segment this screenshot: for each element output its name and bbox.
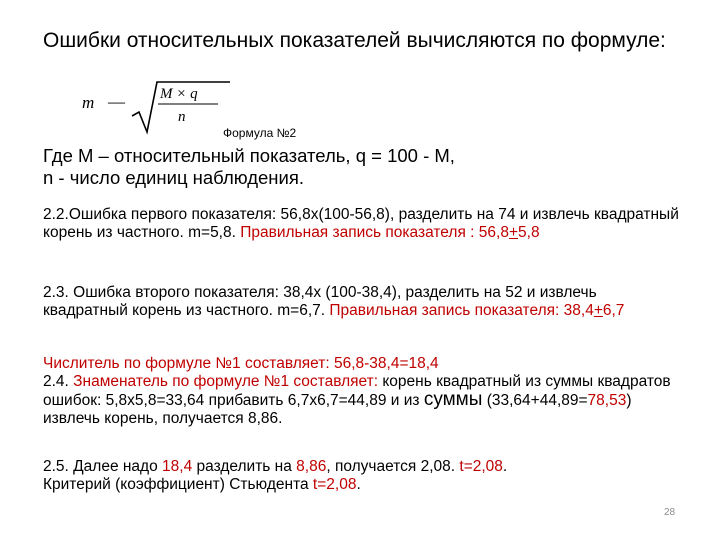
definitions (43, 145, 693, 189)
p4-r4: t=2,08 (312, 476, 357, 493)
p3-red-label: Знаменатель по формуле №1 составляет: (73, 373, 379, 390)
p1-red-label: Правильная запись показателя : (240, 224, 479, 241)
p1-value-b: 5,8 (518, 224, 540, 241)
p2-value-b: 6,7 (602, 302, 625, 319)
denominator-text (43, 373, 683, 428)
paragraph-2-4 (43, 355, 683, 428)
p4-r3: t=2,08 (459, 458, 503, 475)
p4-line-2 (43, 476, 683, 494)
p4-line-1 (43, 458, 683, 476)
p4-t5: Критерий (коэффициент) Стьюдента (43, 476, 313, 493)
definition-line-2: n - число единиц наблюдения. (43, 167, 305, 188)
p1-text: 2.2.Ошибка первого показателя: 56,8х(100-56,8), разделить на 74 и извлечь квадратный корень из частного. m=5,8. (43, 206, 679, 241)
formula-denominator: n (178, 109, 186, 125)
paragraph-2-2 (43, 206, 683, 242)
p4-t6: . (356, 476, 361, 493)
slide-title: Ошибки относительных показателей вычисляются по формуле: (43, 29, 666, 52)
p3-text-2: (33,64+44,89= (482, 392, 588, 409)
formula-operator: — (108, 92, 125, 111)
p4-t1: 2.5. Далее надо (43, 458, 163, 475)
p1-plusminus: + (508, 224, 519, 241)
p3-text-1: корень квадратный из суммы квадратов ошибок: 5,8х5,8=33,64 прибавить 6,7х6,7=44,89 и из (43, 373, 671, 409)
p2-text: 2.3. Ошибка второго показателя: 38,4х (100-38,4), разделить на 52 и извлечь квадратный корень из частного. m=6,7. (43, 284, 597, 319)
numerator-line: Числитель по формуле №1 составляет: 56,8-38,4=18,4 (43, 355, 439, 372)
formula-graphic (80, 78, 230, 138)
p3-big-word: суммы (423, 389, 483, 410)
p2-red-label: Правильная запись показателя: (329, 302, 564, 319)
p3-text-3: ) извлечь корень, получается 8,86. (43, 392, 632, 427)
p4-t4: . (502, 458, 508, 475)
p4-t2: разделить на (192, 458, 297, 475)
p4-r1: 18,4 (162, 458, 193, 475)
p1-value-a: 56,8 (478, 224, 509, 241)
definition-line-1: Где M – относительный показатель, q = 100 - M, (43, 145, 455, 166)
page-number: 28 (664, 507, 676, 518)
formula-numerator: M × q (160, 86, 198, 102)
p4-t3: , получается 2,08. (326, 458, 460, 475)
p2-value-a: 38,4 (563, 302, 594, 319)
p3-red-sum: 78,53 (587, 392, 627, 409)
p4-r2: 8,86 (296, 458, 327, 475)
formula-lhs: m (82, 93, 95, 112)
paragraph-2-5 (43, 458, 683, 494)
p2-plusminus: + (593, 302, 603, 319)
formula-caption: Формула №2 (223, 126, 297, 140)
p3-num: 2.4. (43, 373, 74, 390)
paragraph-2-3 (43, 284, 683, 320)
error-formula (80, 78, 230, 138)
